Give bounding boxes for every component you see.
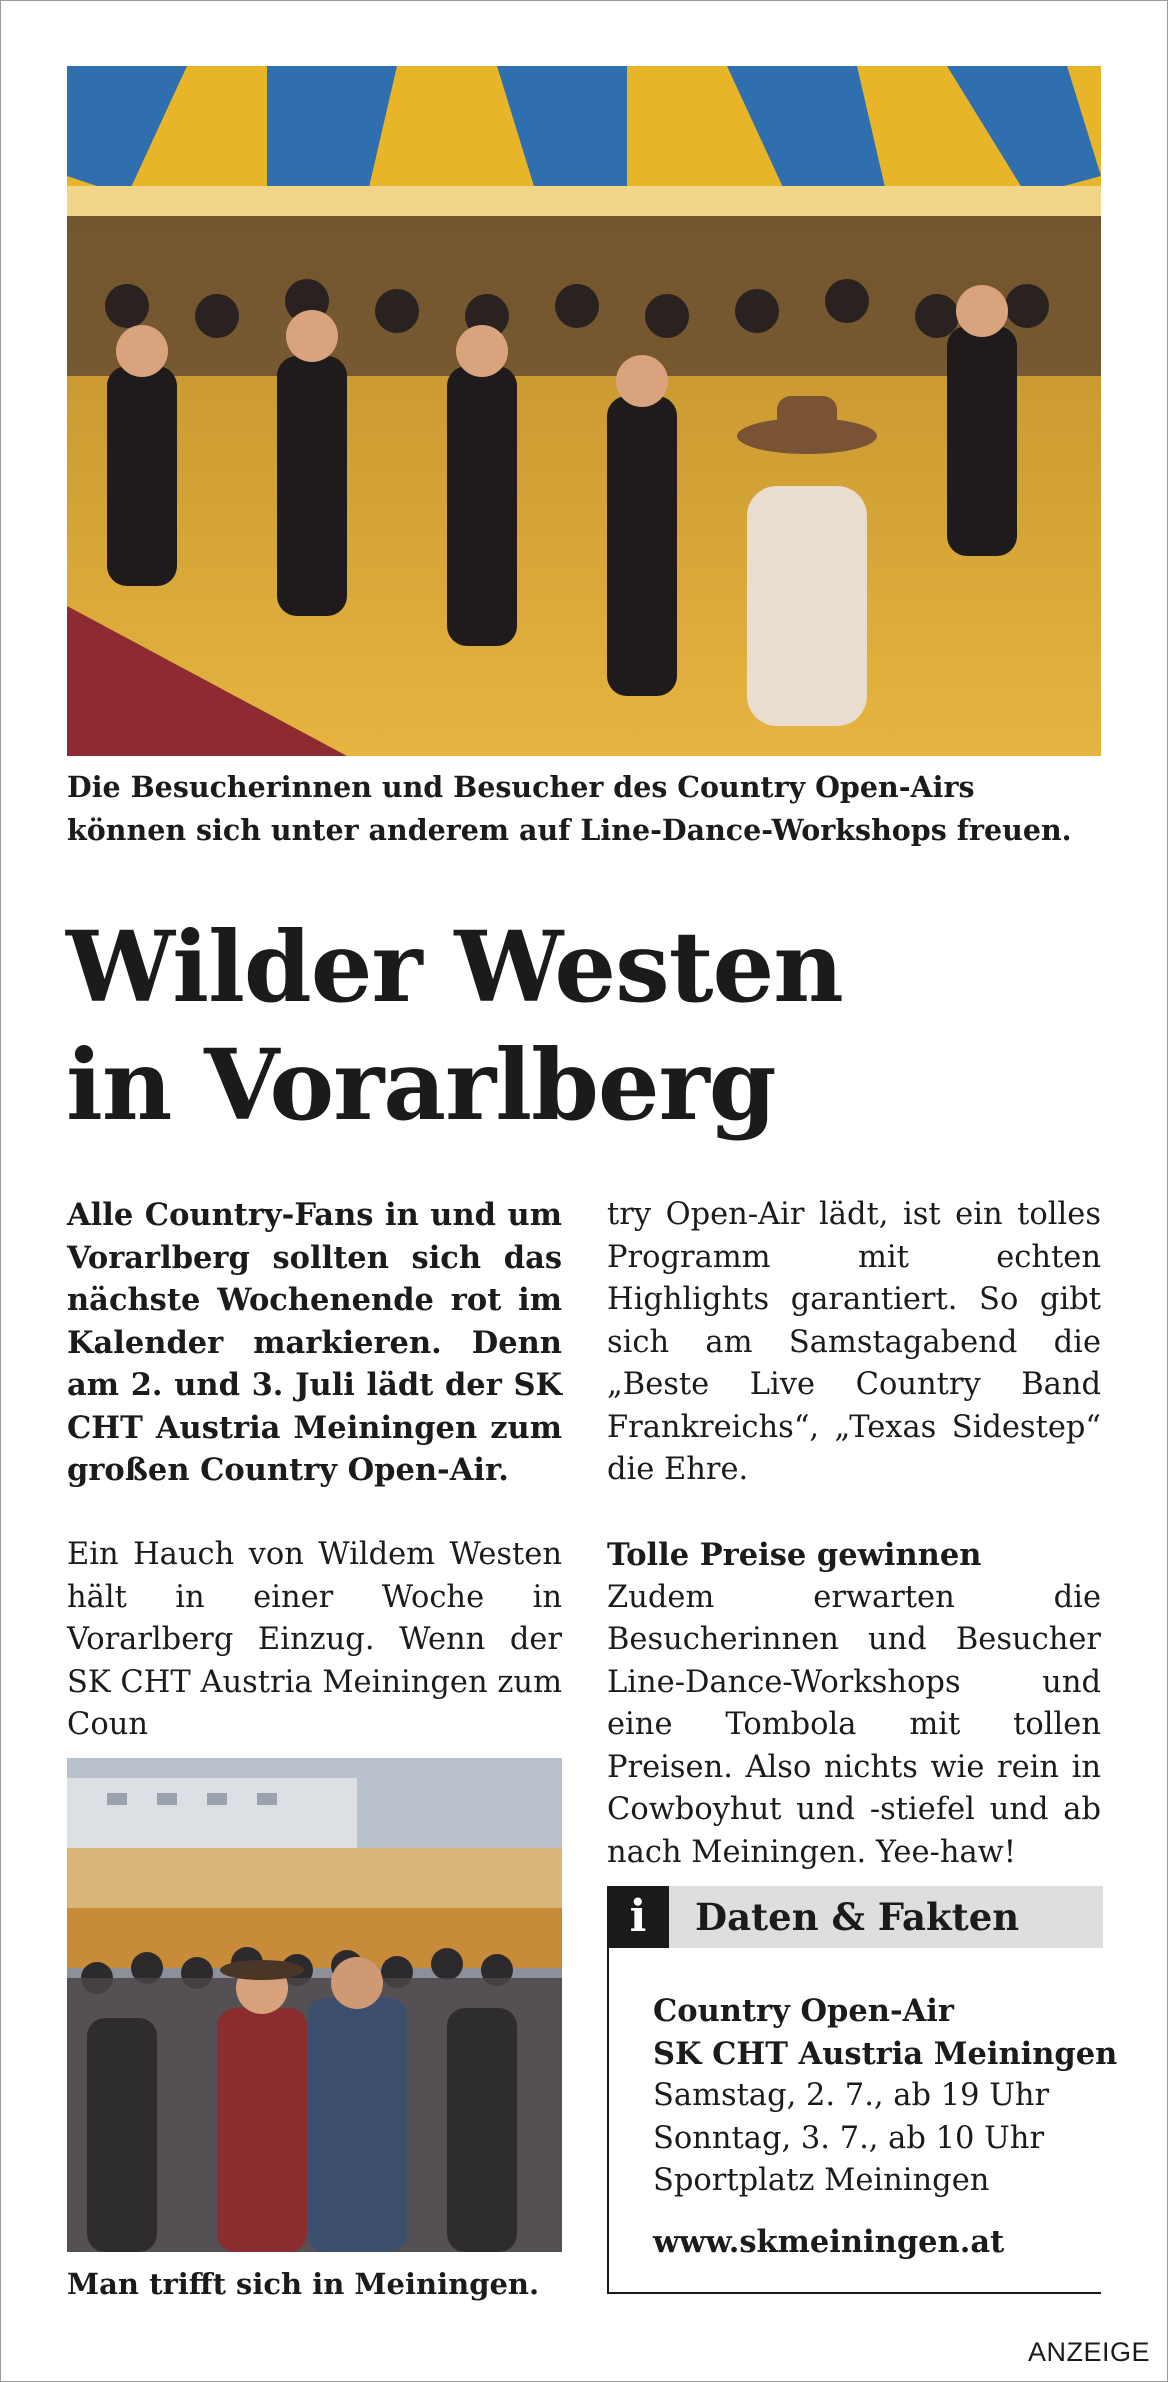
info-icon: i bbox=[607, 1886, 669, 1948]
headline-line-1: Wilder Westen bbox=[66, 910, 843, 1024]
article-subheading: Tolle Preise gewinnen bbox=[607, 1537, 982, 1573]
facts-box bbox=[607, 1886, 1118, 2294]
article-column-right bbox=[607, 1194, 1101, 1874]
article-column-left bbox=[67, 1194, 562, 1747]
headline-line-2: in Vorarlberg bbox=[66, 1028, 776, 1142]
facts-date-sunday: Sonntag, 3. 7., ab 10 Uhr bbox=[653, 2120, 1045, 2156]
facts-box-title: Daten & Fakten bbox=[695, 1895, 1020, 1939]
facts-box-body bbox=[653, 1990, 1118, 2263]
article-lead: Alle Country-Fans in und um Vorarlberg sollten sich das nächste Wochenende rot im Kalender markieren. Denn am 2. und 3. Juli lädt der SK CHT Austria Meiningen zum großen Country Open-Air. bbox=[67, 1197, 562, 1488]
advertisement-label: ANZEIGE bbox=[1027, 2337, 1150, 2367]
article-paragraph-2: Zudem erwarten die Besucherinnen und Besucher Line-Dance-Workshops und eine Tombola mit tollen Preisen. Also nichts wie rein in Cowboyhut und -stiefel und ab nach Meiningen. Yee-haw! bbox=[607, 1579, 1101, 1870]
photo-caption-top: Die Besucherinnen und Besucher des Country Open-Airs können sich unter anderem auf Line-Dance-Workshops freuen. bbox=[67, 770, 1072, 847]
article-paragraph-1-continued: try Open-Air lädt, ist ein tolles Programm mit echten Highlights garantiert. So gibt sich am Samstagabend die „Beste Live Country Band Frankreichs“, „Texas Sidestep“ die Ehre. bbox=[607, 1197, 1101, 1487]
photo-caption-bottom: Man trifft sich in Meiningen. bbox=[67, 2267, 540, 2301]
photo-crowd-evening bbox=[67, 1758, 562, 2252]
facts-date-saturday: Samstag, 2. 7., ab 19 Uhr bbox=[653, 2078, 1050, 2113]
article-paragraph-1: Ein Hauch von Wildem Westen hält in einer Woche in Vorarlberg Einzug. Wenn der SK CHT Austria Meiningen zum Coun bbox=[67, 1537, 562, 1742]
facts-website-link[interactable]: www.skmeiningen.at bbox=[653, 2223, 1005, 2260]
facts-venue: Sportplatz Meiningen bbox=[653, 2163, 990, 2198]
facts-organizer: SK CHT Austria Meiningen bbox=[653, 2035, 1118, 2072]
facts-box-header bbox=[607, 1886, 1103, 1948]
article-headline bbox=[66, 908, 1100, 1144]
facts-event-name: Country Open-Air bbox=[653, 1993, 954, 2029]
photo-line-dance bbox=[67, 66, 1101, 756]
